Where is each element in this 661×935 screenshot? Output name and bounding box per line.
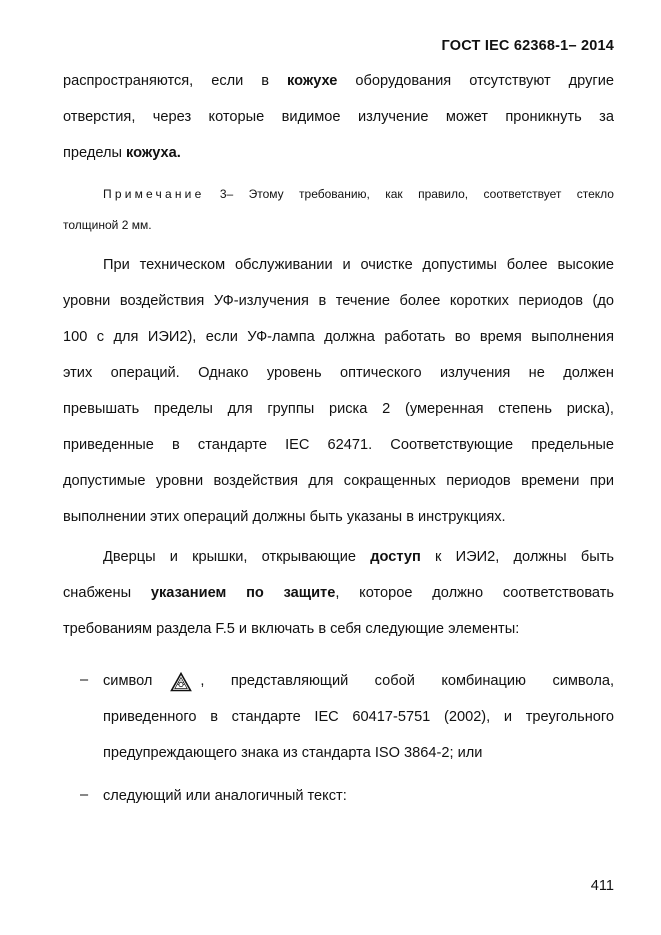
- para2-line-6: приведенные в стандарте IEC 62471. Соответствующие предельные: [63, 437, 614, 453]
- list-item-body: [103, 672, 614, 780]
- term-ukazanie-po-zashchite: указанием по защите: [150, 585, 336, 601]
- note-text: 3– Этому требованию, как правило, соответствует стекло: [219, 187, 614, 201]
- para1-line-2: отверстия, через которые видимое излучение может проникнуть за: [63, 109, 614, 125]
- note: [63, 186, 614, 248]
- text-run: Дверцы и крышки, открывающие: [103, 549, 371, 565]
- bullet1-line-2: приведенного в стандарте IEC 60417-5751 (2002), и треугольного: [103, 709, 614, 725]
- term-dostup: доступ: [370, 549, 421, 565]
- para2-line-8: выполнении этих операций должны быть указаны в инструкциях.: [63, 509, 506, 525]
- text-run: символ: [103, 673, 153, 689]
- para3-line-3: требованиям раздела F.5 и включать в себя следующие элементы:: [63, 621, 520, 637]
- text-run: распространяются, если в: [63, 73, 288, 89]
- text-run: снабжены: [63, 585, 151, 601]
- text-run: , представляющий собой комбинацию символа,: [200, 673, 614, 689]
- text-run: пределы: [63, 145, 127, 161]
- term-kozhukh: кожухе: [287, 73, 338, 89]
- page-number: 411: [590, 878, 614, 894]
- para3-line-2: [63, 584, 614, 620]
- text-run: к ИЭИ2, должны быть: [420, 549, 614, 565]
- para2-line-3: 100 с для ИЭИ2), если УФ-лампа должна работать во время выполнения: [63, 329, 614, 345]
- para2-line-5: превышать пределы для группы риска 2 (умеренная степень риска),: [63, 401, 614, 417]
- para1-line-1: [63, 72, 614, 108]
- text-run: оборудования отсутствуют другие: [337, 73, 614, 89]
- warning-triangle-uv-icon: [170, 672, 192, 697]
- para2-line-4: этих операций. Однако уровень оптического излучения не должен: [63, 365, 614, 381]
- list-item-body: [103, 787, 614, 823]
- paragraph-1: [63, 72, 614, 180]
- para1-line-3: [63, 144, 614, 180]
- list-dash: –: [80, 787, 89, 803]
- para2-line-7: допустимые уровни воздействия для сокращенных периодов времени при: [63, 473, 614, 489]
- list-dash: –: [80, 672, 89, 688]
- para2-line-2: уровни воздействия УФ-излучения в течение более коротких периодов (до: [63, 293, 614, 309]
- term-kozhukha: кожуха.: [126, 145, 181, 161]
- paragraph-2: [63, 256, 614, 544]
- note-label: Примечание: [103, 187, 205, 201]
- para2-line-1: При техническом обслуживании и очистке допустимы более высокие: [103, 257, 614, 273]
- bullet2-line-1: следующий или аналогичный текст:: [103, 788, 347, 804]
- text-run: , которое должно соответствовать: [335, 585, 614, 601]
- bullet1-line-1: [103, 672, 614, 708]
- bullet1-line-3: предупреждающего знака из стандарта ISO 3864-2; или: [103, 745, 483, 761]
- document-header: ГОСТ IEC 62368-1– 2014: [441, 38, 614, 54]
- note-line-1: [63, 186, 614, 217]
- paragraph-3: [63, 548, 614, 656]
- para3-line-1: [63, 548, 614, 584]
- note-line-2: толщиной 2 мм.: [63, 218, 152, 232]
